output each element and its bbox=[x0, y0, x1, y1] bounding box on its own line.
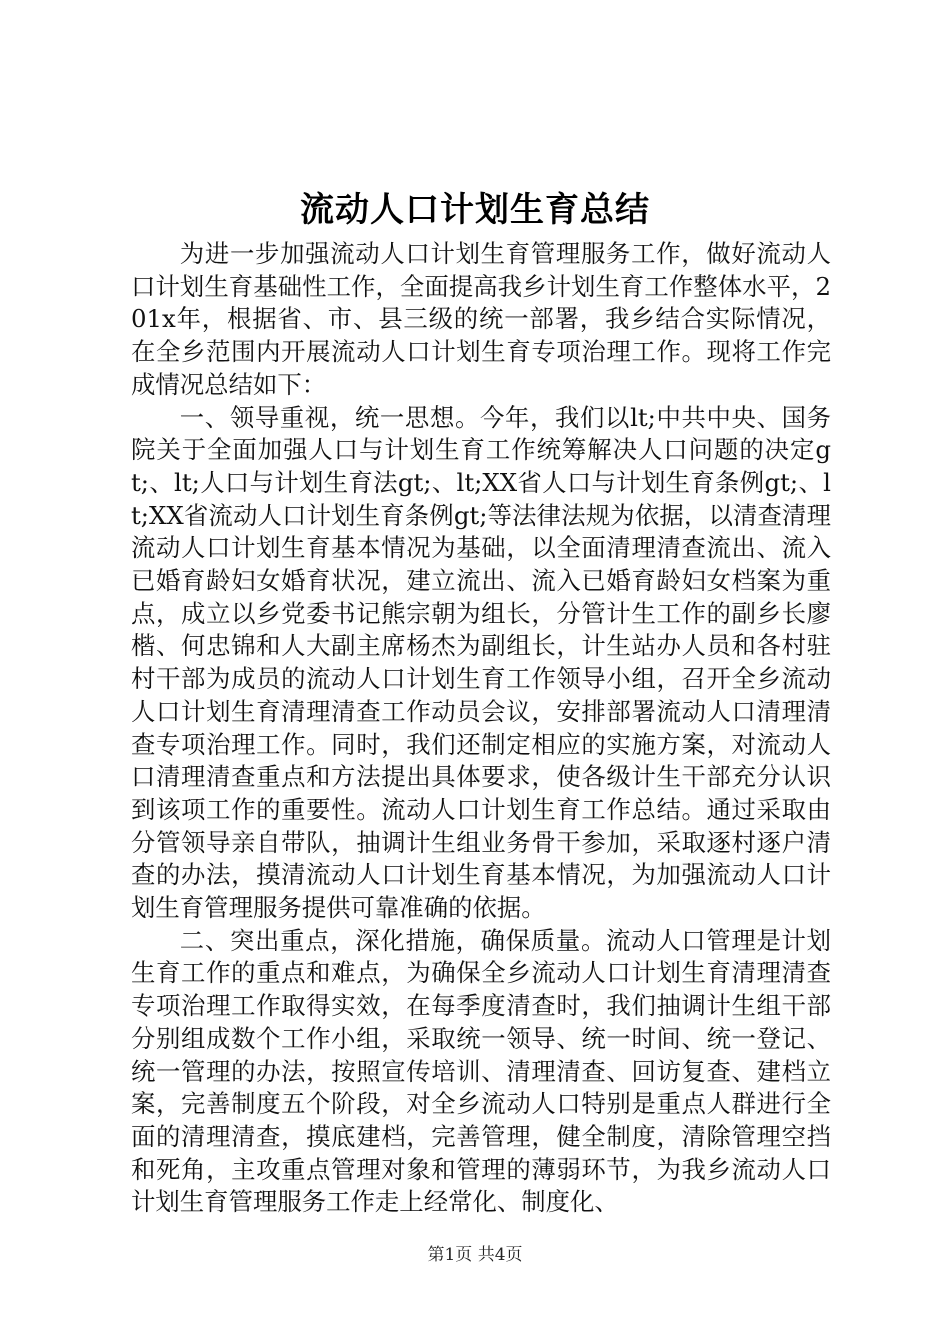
page-number-footer: 第1页 共4页 bbox=[427, 1245, 523, 1265]
document-body bbox=[131, 238, 831, 1219]
document-title: 流动人口计划生育总结 bbox=[300, 190, 650, 230]
paragraph-section-1: 一、领导重视，统一思想。今年，我们以lt;中共中央、国务院关于全面加强人口与计划生育工作统筹解决人口问题的决定gt;、lt;人口与计划生育法gt;、lt;XX省人口与计划生育条例gt;、lt;XX省流动人口计划生育条例gt;等法律法规为依据，以清查清理流动人口计划生育基本情况为基础，以全面清理清查流出、流入已婚育龄妇女婚育状况，建立流出、流入已婚育龄妇女档案为重点，成立以乡党委书记熊宗朝为组长，分管计生工作的副乡长廖楷、何忠锦和人大副主席杨杰为副组长，计生站办人员和各村驻村干部为成员的流动人口计划生育工作领导小组，召开全乡流动人口计划生育清理清查工作动员会议，安排部署流动人口清理清查专项治理工作。同时，我们还制定相应的实施方案，对流动人口清理清查重点和方法提出具体要求，使各级计生干部充分认识到该项工作的重要性。流动人口计划生育工作总结。通过采取由分管领导亲自带队，抽调计生组业务骨干参加，采取逐村逐户清查的办法，摸清流动人口计划生育基本情况，为加强流动人口计划生育管理服务提供可靠准确的依据。 bbox=[131, 402, 831, 923]
paragraph-intro: 为进一步加强流动人口计划生育管理服务工作，做好流动人口计划生育基础性工作，全面提高我乡计划生育工作整体水平，201x年，根据省、市、县三级的统一部署，我乡结合实际情况，在全乡范围内开展流动人口计划生育专项治理工作。现将工作完成情况总结如下： bbox=[131, 239, 831, 399]
paragraph-section-2: 二、突出重点，深化措施，确保质量。流动人口管理是计划生育工作的重点和难点，为确保全乡流动人口计划生育清理清查专项治理工作取得实效，在每季度清查时，我们抽调计生组干部分别组成数个工作小组，采取统一领导、统一时间、统一登记、统一管理的办法，按照宣传培训、清理清查、回访复查、建档立案，完善制度五个阶段，对全乡流动人口特别是重点人群进行全面的清理清查，摸底建档，完善管理，健全制度，清除管理空挡和死角，主攻重点管理对象和管理的薄弱环节，为我乡流动人口计划生育管理服务工作走上经常化、制度化、 bbox=[131, 925, 831, 1217]
